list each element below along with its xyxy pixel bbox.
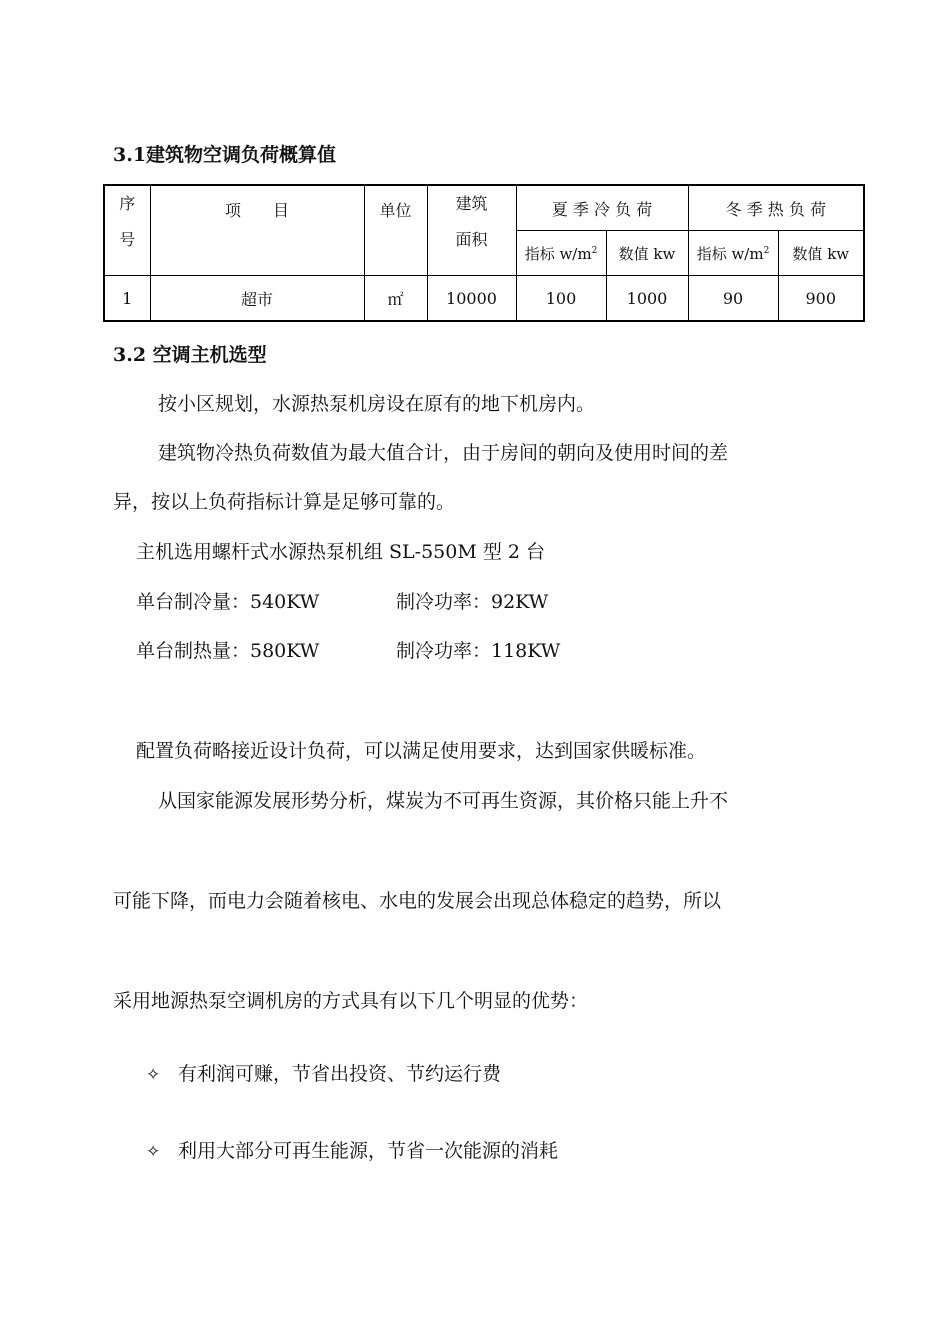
header-item: 项 目 — [150, 185, 364, 276]
paragraph-5-line-1: 从国家能源发展形势分析，煤炭为不可再生资源，其价格只能上升不 — [158, 790, 729, 812]
section-heading-3-2: 3.2 空调主机选型 — [113, 344, 267, 366]
paragraph-2-line-1: 建筑物冷热负荷数值为最大值合计，由于房间的朝向及使用时间的差 — [158, 442, 729, 464]
header-winter-heating-load: 冬 季 热 负 荷 — [688, 185, 864, 231]
cell-summer-value: 1000 — [606, 276, 688, 322]
paragraph-5-line-2: 可能下降，而电力会随着核电、水电的发展会出现总体稳定的趋势，所以 — [113, 890, 722, 912]
header-summer-index: 指标 $w/m^2$ — [516, 231, 606, 276]
list-item: ✧ 有利润可赚，节省出投资、节约运行费 — [146, 1063, 502, 1085]
cell-item: 超市 — [150, 276, 364, 322]
header-summer-cooling-load: 夏 季 冷 负 荷 — [516, 185, 688, 231]
section-heading-3-1: 3.1建筑物空调负荷概算值 — [113, 144, 337, 166]
header-area: 建筑 面积 — [427, 185, 516, 276]
header-winter-index: 指标 $w/m^2$ — [688, 231, 778, 276]
header-unit: 单位 — [364, 185, 427, 276]
table-row — [104, 276, 864, 322]
cell-unit: ㎡ — [364, 276, 427, 322]
paragraph-5-line-3: 采用地源热泵空调机房的方式具有以下几个明显的优势： — [113, 990, 589, 1012]
paragraph-4: 配置负荷略接近设计负荷，可以满足使用要求，达到国家供暖标准。 — [136, 740, 707, 762]
spec-heating-power: 制冷功率：118KW — [396, 640, 561, 662]
diamond-bullet-icon: ✧ — [146, 1142, 161, 1162]
spec-cooling-capacity: 单台制冷量：540KW — [136, 591, 320, 613]
paragraph-3: 主机选用螺杆式水源热泵机组 SL-550M 型 2 台 — [136, 541, 546, 563]
header-seq: 序 号 — [104, 185, 150, 276]
header-summer-value: 数值 kw — [606, 231, 688, 276]
cell-winter-index: 90 — [688, 276, 778, 322]
spec-heating-capacity: 单台制热量：580KW — [136, 640, 320, 662]
cell-area: 10000 — [427, 276, 516, 322]
spec-cooling-power: 制冷功率：92KW — [396, 591, 549, 613]
paragraph-1: 按小区规划，水源热泵机房设在原有的地下机房内。 — [158, 393, 596, 415]
paragraph-2-line-2: 异，按以上负荷指标计算是足够可靠的。 — [113, 491, 456, 513]
cell-summer-index: 100 — [516, 276, 606, 322]
load-estimate-table — [103, 184, 865, 322]
diamond-bullet-icon: ✧ — [146, 1065, 161, 1085]
list-item: ✧ 利用大部分可再生能源，节省一次能源的消耗 — [146, 1140, 559, 1162]
header-winter-value: 数值 kw — [778, 231, 864, 276]
cell-winter-value: 900 — [778, 276, 864, 322]
cell-seq: 1 — [104, 276, 150, 322]
